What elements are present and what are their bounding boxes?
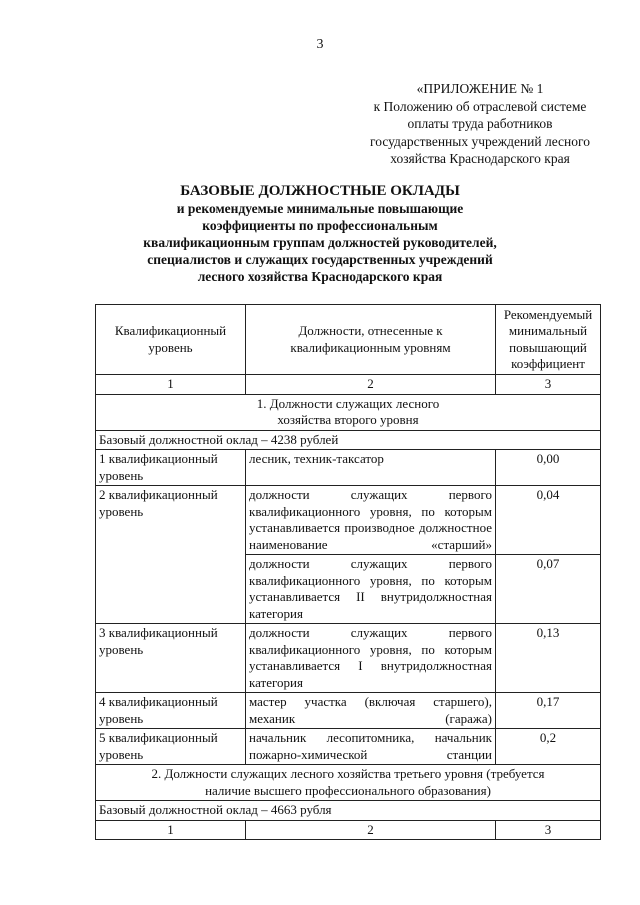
header-level: Квалификационный уровень	[96, 305, 246, 375]
coefficient: 0,04	[496, 486, 601, 555]
header-coefficient: Рекомендуемый минимальный повышающий коэффициент	[496, 305, 601, 375]
positions: начальник лесопитомника, начальник пожарно-химической станции	[246, 729, 496, 765]
table-row	[96, 693, 601, 729]
appendix-line: государственных учреждений лесного	[370, 133, 590, 149]
group-title: 2. Должности служащих лесного хозяйства третьего уровня (требуется наличие высшего профессионального образования)	[96, 765, 601, 801]
column-number: 1	[96, 820, 246, 840]
base-salary: Базовый должностной оклад – 4238 рублей	[96, 430, 601, 450]
subtitle-line: специалистов и служащих государственных учреждений	[147, 252, 493, 267]
qualification-level: 4 квалификационный уровень	[96, 693, 246, 729]
column-number: 1	[96, 375, 246, 395]
positions: должности служащих первого квалификационного уровня, по которым устанавливается II внутридолжностная категория	[246, 555, 496, 624]
column-number: 2	[246, 375, 496, 395]
document-title: БАЗОВЫЕ ДОЛЖНОСТНЫЕ ОКЛАДЫ	[180, 183, 460, 199]
appendix-reference	[330, 80, 630, 168]
column-number-row	[96, 820, 601, 840]
subtitle-line: коэффициенты по профессиональным	[202, 218, 438, 233]
column-number: 3	[496, 820, 601, 840]
group-title: 1. Должности служащих лесного хозяйства второго уровня	[96, 394, 601, 430]
table-row	[96, 450, 601, 486]
column-number-row	[96, 375, 601, 395]
positions: лесник, техник-таксатор	[246, 450, 496, 486]
document-heading	[80, 183, 560, 285]
appendix-line: «ПРИЛОЖЕНИЕ № 1	[416, 81, 544, 96]
base-salary-row	[96, 430, 601, 450]
group-title-row	[96, 394, 601, 430]
table-row	[96, 624, 601, 693]
column-number: 2	[246, 820, 496, 840]
column-number: 3	[496, 375, 601, 395]
group-title-row	[96, 765, 601, 801]
appendix-line: к Положению об отраслевой системе	[373, 98, 587, 114]
table-row	[96, 729, 601, 765]
coefficient: 0,00	[496, 450, 601, 486]
qualification-level: 5 квалификационный уровень	[96, 729, 246, 765]
appendix-line: оплаты труда работников	[407, 116, 553, 131]
subtitle-line: лесного хозяйства Краснодарского края	[197, 269, 443, 284]
qualification-level: 2 квалификационный уровень	[96, 486, 246, 624]
base-salary: Базовый должностной оклад – 4663 рубля	[96, 801, 601, 821]
positions: мастер участка (включая старшего), механик (гаража)	[246, 693, 496, 729]
base-salary-row	[96, 801, 601, 821]
positions: должности служащих первого квалификационного уровня, по которым устанавливается I внутридолжностная категория	[246, 624, 496, 693]
subtitle-line: и рекомендуемые минимальные повышающие	[176, 201, 464, 216]
qualification-level: 3 квалификационный уровень	[96, 624, 246, 693]
appendix-line: хозяйства Краснодарского края	[390, 151, 570, 166]
qualification-level: 1 квалификационный уровень	[96, 450, 246, 486]
coefficient: 0,07	[496, 555, 601, 624]
subtitle-line: квалификационным группам должностей руководителей,	[143, 235, 497, 250]
header-row	[96, 305, 601, 375]
header-positions: Должности, отнесенные к квалификационным уровням	[246, 305, 496, 375]
coefficient: 0,13	[496, 624, 601, 693]
table-row	[96, 486, 601, 555]
positions: должности служащих первого квалификационного уровня, по которым устанавливается производное должностное наименование «старший»	[246, 486, 496, 555]
coefficient: 0,17	[496, 693, 601, 729]
coefficient: 0,2	[496, 729, 601, 765]
salary-table	[95, 304, 601, 840]
page-number: 3	[316, 37, 324, 52]
